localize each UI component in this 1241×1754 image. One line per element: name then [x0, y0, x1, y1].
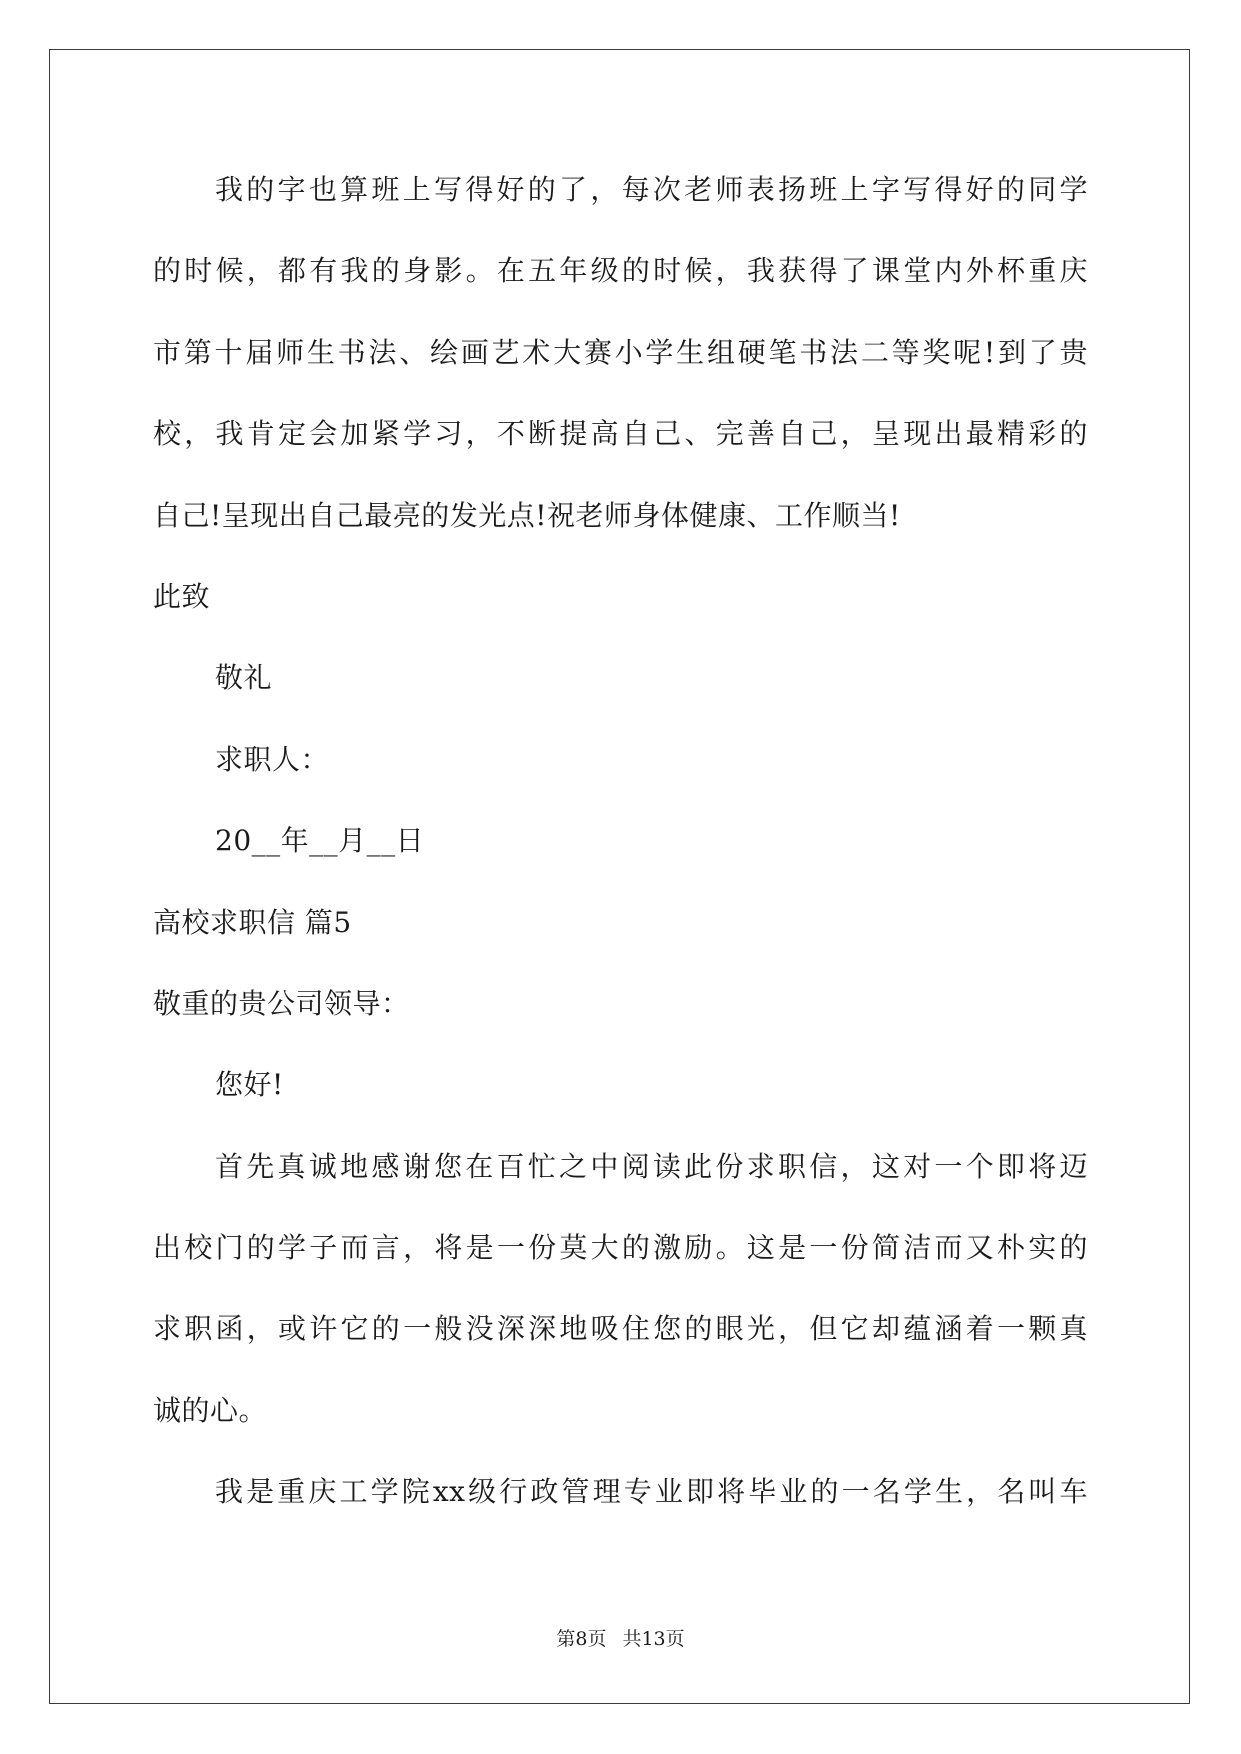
page-footer	[0, 1626, 1241, 1652]
paragraph-line: 市第十届师生书法、绘画艺术大赛小学生组硬笔书法二等奖呢!到了贵	[153, 335, 1088, 369]
page-total: 共13页	[622, 1628, 685, 1650]
paragraph-line: 我的字也算班上写得好的了，每次老师表扬班上字写得好的同学	[215, 173, 1088, 206]
greeting-line: 您好!	[215, 1068, 284, 1102]
salutation-line: 敬礼	[215, 661, 273, 695]
page-content	[153, 149, 1088, 1533]
closing-line: 此致	[153, 579, 211, 613]
paragraph-line: 我是重庆工学院xx级行政管理专业即将毕业的一名学生，名叫车	[215, 1475, 1088, 1509]
paragraph-line: 的时候，都有我的身影。在五年级的时候，我获得了课堂内外杯重庆	[153, 254, 1088, 288]
paragraph-line: 诚的心。	[153, 1393, 268, 1427]
section-title: 高校求职信 篇5	[153, 905, 352, 939]
signature-label: 求职人：	[215, 742, 330, 776]
paragraph-line: 求职函，或许它的一般没深深地吸住您的眼光，但它却蕴涵着一颗真	[153, 1312, 1088, 1346]
page-number: 第8页	[556, 1628, 607, 1650]
date-line: 20__年__月__日	[215, 824, 425, 858]
paragraph-line: 出校门的学子而言，将是一份莫大的激励。这是一份简洁而又朴实的	[153, 1231, 1088, 1265]
paragraph-line: 自己!呈现出自己最亮的发光点!祝老师身体健康、工作顺当!	[153, 498, 901, 532]
paragraph-line: 校，我肯定会加紧学习，不断提高自己、完善自己，呈现出最精彩的	[153, 417, 1088, 451]
paragraph-line: 首先真诚地感谢您在百忙之中阅读此份求职信，这对一个即将迈	[215, 1149, 1088, 1183]
addressee-line: 敬重的贵公司领导：	[153, 986, 410, 1020]
